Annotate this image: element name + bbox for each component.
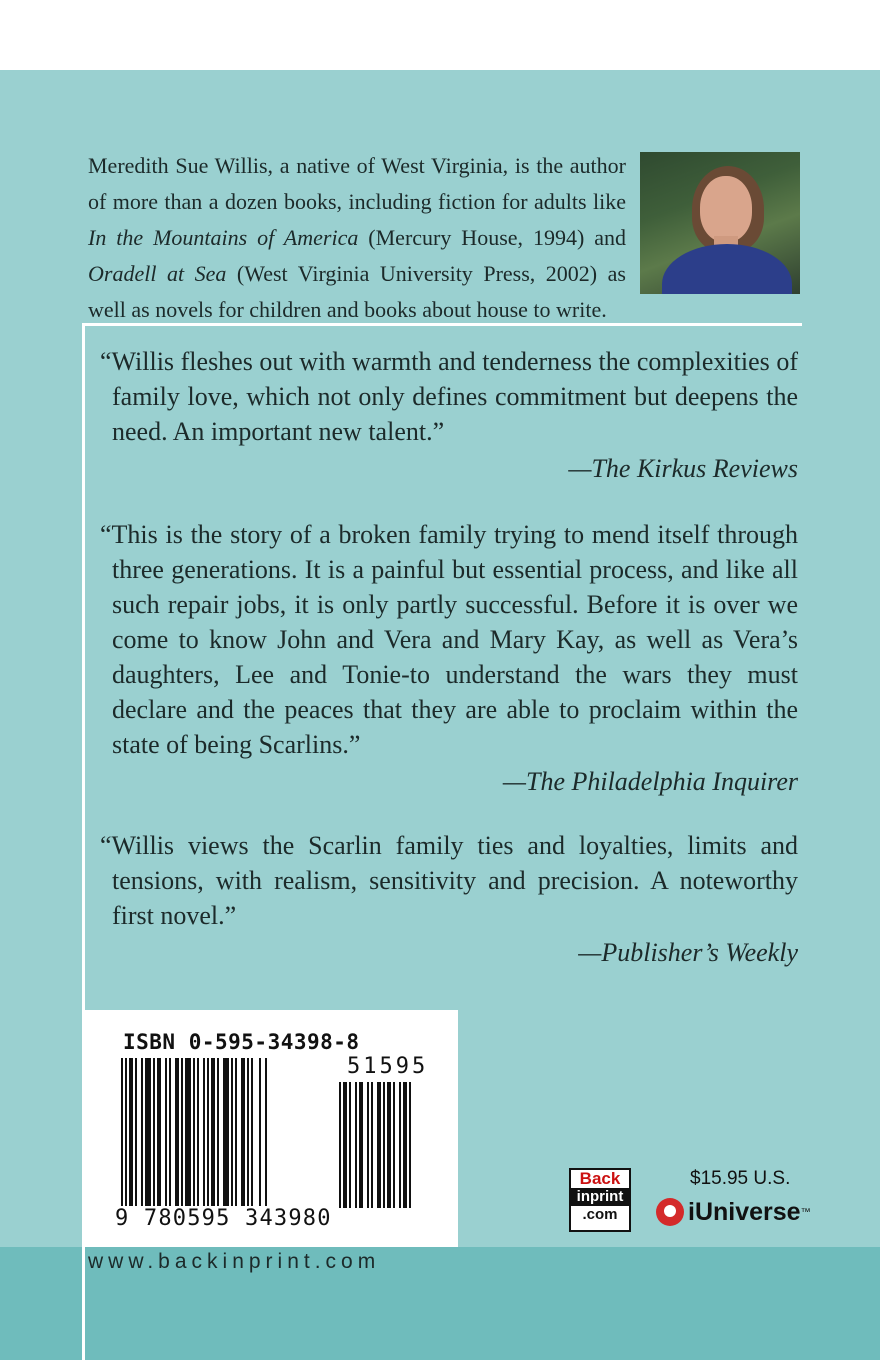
bio-book-title-2: Oradell at Sea	[88, 261, 227, 286]
review-quote-inquirer	[100, 517, 798, 799]
bio-text-3: (West Virginia University Press, 2002) as well as novels for children and books about house to write.	[88, 261, 626, 322]
trademark-symbol: ™	[800, 1206, 811, 1218]
barcode-supplement-bars	[339, 1082, 431, 1208]
price-code: 51595	[347, 1054, 429, 1079]
quote-source: —The Kirkus Reviews	[568, 454, 798, 483]
barcode-gap	[267, 1058, 269, 1208]
iuniverse-mark-icon	[656, 1198, 684, 1226]
bio-book-title-1: In the Mountains of America	[88, 225, 359, 250]
bio-text-2: (Mercury House, 1994) and	[358, 225, 626, 250]
quote-text: “Willis fleshes out with warmth and tenderness the complexities of family love, which not only defines commitment but deepens the need. An important new talent.”	[100, 347, 798, 446]
iuniverse-wordmark: iUniverse	[688, 1197, 801, 1226]
isbn-label: ISBN 0-595-34398-8	[123, 1030, 360, 1054]
review-quote-publishers-weekly	[100, 828, 798, 970]
website-url: www.backinprint.com	[88, 1250, 381, 1273]
barcode-bar	[409, 1082, 411, 1208]
backinprint-logo-line1: Back	[579, 1169, 621, 1188]
iuniverse-logo	[656, 1195, 811, 1229]
price-label: $15.95 U.S.	[690, 1168, 791, 1189]
quote-source: —Publisher’s Weekly	[578, 938, 798, 967]
author-bio	[88, 148, 800, 328]
bio-text-1: Meredith Sue Willis, a native of West Virginia, is the author of more than a dozen books, including fiction for adults like	[88, 153, 626, 214]
review-quote-kirkus	[100, 344, 798, 486]
ean-number: 9 780595 343980	[111, 1206, 336, 1231]
backinprint-logo-line3: .com	[582, 1206, 618, 1223]
backinprint-logo-line2: inprint	[571, 1188, 629, 1206]
quote-text: “This is the story of a broken family trying to mend itself through three generations. It is a painful but essential process, and like all such repair jobs, it is only partly successful. Before it is over we come to know John and Vera and Mary Kay, as well as Vera’s daughters, Lee and Tonie-to understand the wars they must declare and the peaces that they are able to proclaim within the state of being Scarlins.”	[100, 520, 798, 759]
backinprint-logo	[569, 1168, 631, 1232]
quote-text: “Willis views the Scarlin family ties and loyalties, limits and tensions, with realism, sensitivity and precision. A noteworthy first novel.”	[100, 831, 798, 930]
barcode-main-bars	[121, 1058, 321, 1208]
author-photo	[640, 152, 800, 294]
barcode-block	[85, 1010, 458, 1247]
quote-source: —The Philadelphia Inquirer	[502, 767, 798, 796]
